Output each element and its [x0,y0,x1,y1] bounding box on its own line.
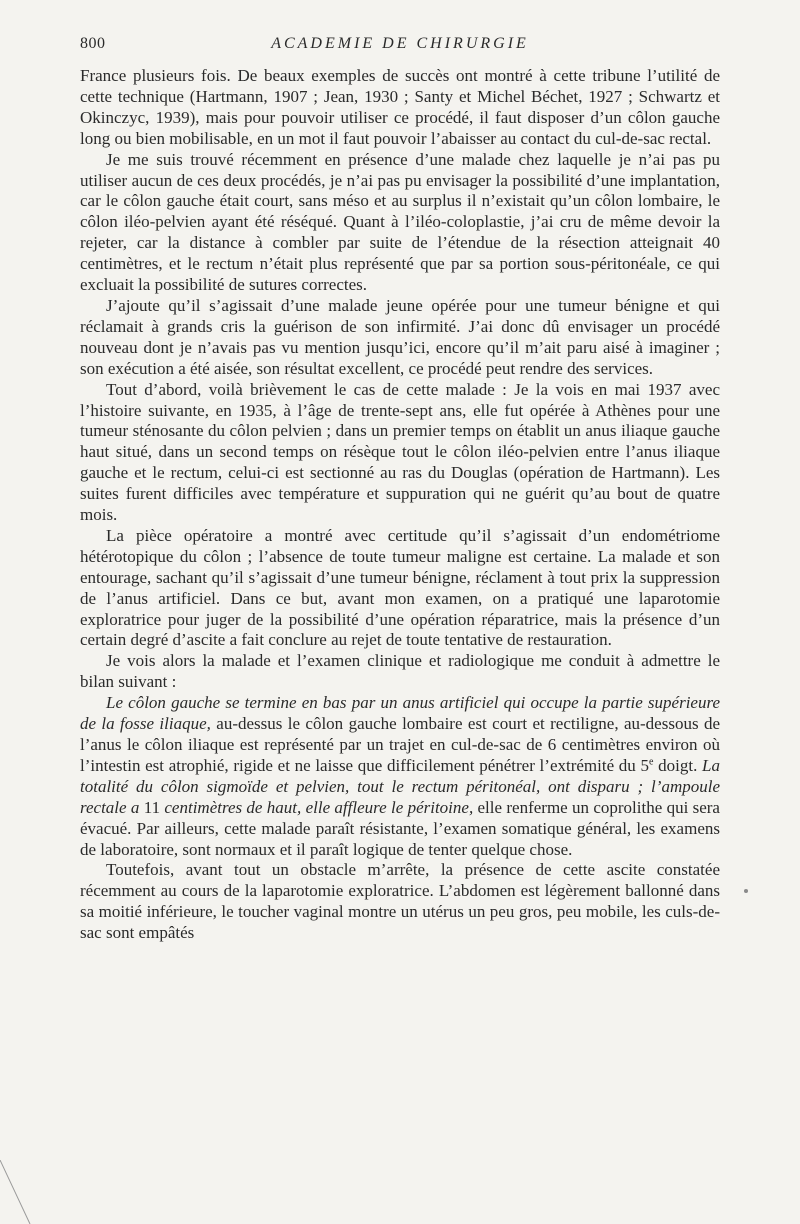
paragraph-4: Tout d’abord, voilà brièvement le cas de cette malade : Je la vois en mai 1937 avec l’histoire suivante, en 1935, à l’âge de trente-sept ans, elle fut opérée à Athènes pour une tumeur sténosante du côlon pelvien ; dans un premier temps on établit un anus iliaque gauche haut situé, dans un second temps on résèque tout le côlon iléo-pelvien entre l’anus iliaque gauche et le rectum, celui-ci est sectionné au ras du Douglas (opération de Hartmann). Les suites furent difficiles avec température et suppuration qui ne guérit qu’au bout de quatre mois. [80,379,720,525]
journal-title: ACADEMIE DE CHIRURGIE [271,35,529,52]
page-corner-mark [0,1160,40,1224]
text-segment: au-dessus le côlon gauche lombaire est court et rectiligne, au-dessous de l’anus le côlon iliaque est représenté par un trajet en cul-de-sac de 6 centimètres environ où l’intestin est atrophié, rigide et ne laisse que difficilement pénétrer l’extrémité du 5 [80,714,720,775]
text-segment: 11 [139,797,165,817]
paragraph-7 [80,693,720,860]
italic-segment: Le côlon gauche se termine en bas par un anus artificiel qui occupe la partie supérieure de la fosse iliaque, [80,693,720,734]
paragraph-1: France plusieurs fois. De beaux exemples de succès ont montré à cette tribune l’utilité de cette technique (Hartmann, 1907 ; Jean, 1930 ; Santy et Michel Béchet, 1927 ; Schwartz et Okinczyc, 1939), mais pour pouvoir utiliser ce procédé, il faut disposer d’un côlon gauche long ou bien mobilisable, en un mot il faut pouvoir l’abaisser au contact du cul-de-sac rectal. [80,66,720,148]
text-segment: elle renferme un coprolithe qui sera évacué. Par ailleurs, cette malade paraît résistante, l’examen somatique général, les examens de laboratoire, sont normaux et il paraît logique de tenter quelque chose. [80,797,720,859]
body-text [80,66,720,944]
paragraph-2: Je me suis trouvé récemment en présence d’une malade chez laquelle je n’ai pas pu utiliser aucun de ces deux procédés, je n’ai pas pu envisager la possibilité d’une implantation, car le côlon gauche était court, sans méso et au surplus il n’existait qu’un côlon lombaire, le côlon iléo-pelvien ayant été réséqué. Quant à l’iléo-coloplastie, j’ai cru de même devoir la rejeter, car la distance à combler par suite de l’étendue de la résection atteignait 40 centimètres, et le rectum n’était plus représenté que par sa portion sous-péritonéale, ce qui excluait la possibilité de sutures correctes. [80,149,720,295]
italic-segment: centimètres de haut, elle affleure le péritoine, [164,797,474,817]
paragraph-3: J’ajoute qu’il s’agissait d’une malade jeune opérée pour une tumeur bénigne et qui réclamait à grands cris la guérison de son infirmité. J’ai donc dû envisager un procédé nouveau dont je n’avais pas vu mention jusqu’ici, encore qu’il m’ait paru aisé à imaginer ; son exécution a été aisée, son résultat excellent, ce procédé peut rendre des services. [80,295,720,378]
paragraph-8: Toutefois, avant tout un obstacle m’arrête, la présence de cette ascite constatée récemment au cours de la laparotomie exploratrice. L’abdomen est légèrement ballonné dans sa moitié inférieure, le toucher vaginal montre un utérus un peu gros, peu mobile, les culs-de-sac sont empâtés [80,860,720,943]
text-segment: doigt. [653,755,703,775]
superscript: e [649,756,654,768]
italic-segment: La totalité du côlon sigmoïde et pelvien, tout le rectum péritonéal, ont disparu ; l’ampoule rectale a [80,755,720,817]
paragraph-5: La pièce opératoire a montré avec certitude qu’il s’agissait d’un endométriome hétérotopique du côlon ; l’absence de toute tumeur maligne est certaine. La malade et son entourage, sachant qu’il s’agissait d’une tumeur bénigne, réclament à tout prix la suppression de l’anus artificiel. Dans ce but, avant mon examen, on a pratiqué une laparotomie exploratrice pour juger de la possibilité d’une opération réparatrice, mais la présence d’un certain degré d’ascite a fait conclure au rejet de toute tentative de restauration. [80,525,720,650]
paragraph-6: Je vois alors la malade et l’examen clinique et radiologique me conduit à admettre le bilan suivant : [80,651,720,692]
page-number: 800 [80,35,106,52]
running-head [80,33,720,55]
margin-speck [744,889,748,893]
